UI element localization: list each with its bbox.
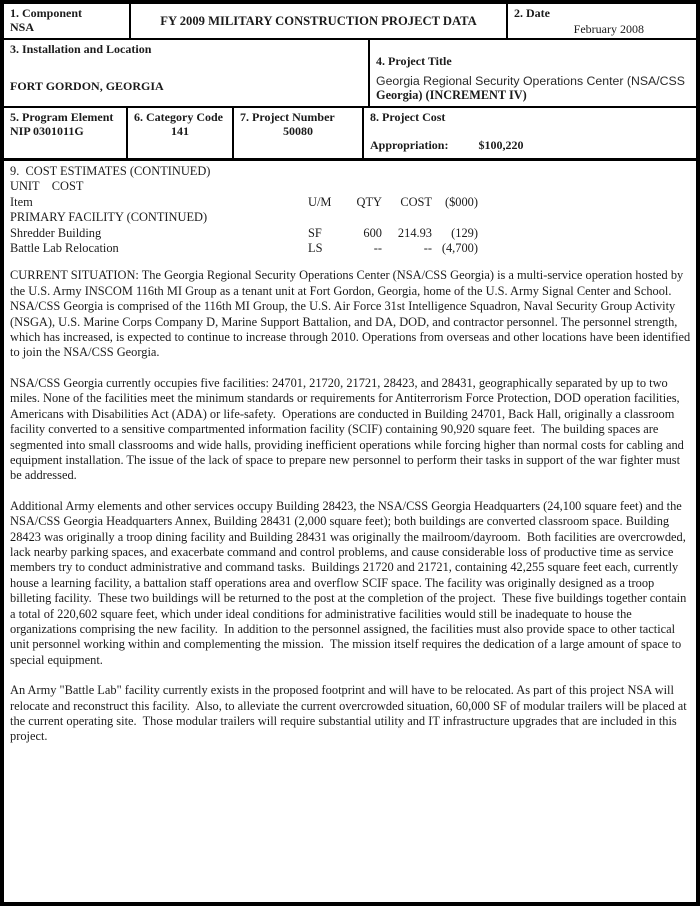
component-box bbox=[4, 4, 131, 38]
project-title-box bbox=[370, 40, 694, 106]
row-cost: -- bbox=[423, 241, 432, 256]
form-title: FY 2009 MILITARY CONSTRUCTION PROJECT DATA bbox=[160, 13, 477, 28]
program-element-label: 5. Program Element bbox=[10, 110, 114, 124]
row-qty: 600 bbox=[363, 225, 382, 240]
cost-estimates-section-title: 9. COST ESTIMATES (CONTINUED) bbox=[10, 164, 211, 178]
form-header-row-2 bbox=[4, 40, 696, 108]
cost-estimates-section bbox=[4, 161, 696, 256]
row-item: Shredder Building bbox=[10, 225, 102, 240]
category-code-label: 6. Category Code bbox=[134, 110, 223, 124]
column-header-um: U/M bbox=[308, 194, 332, 209]
cost-table-row-battle-lab-relocation bbox=[10, 241, 478, 256]
project-cost-box bbox=[364, 108, 690, 158]
row-cost: 214.93 bbox=[397, 225, 432, 240]
project-title-value bbox=[376, 74, 688, 104]
column-header-thousands: ($000) bbox=[444, 194, 478, 209]
form-title-box bbox=[131, 4, 508, 38]
paragraph-additional-elements: Additional Army elements and other services occupy Building 28423, the NSA/CSS Georgia Headquarters (24,100 square feet) and the NSA/CSS Georgia Headquarters Annex, Building 28431 (2,000 square feet); both buildings are converted classroom space. Building 28423 was originally a troop dining facility and Building 28431 was originally the mailroom/dayroom. Both facilities are overcrowded, lack nearby parking spaces, and exacerbate command and control problems, and cause considerable loss of productive time as service members try to conduct administrative and command tasks. Buildings 21720 and 21721, containing 42,255 square feet each, currently house a learning facility, a battalion staff operations area and overflow SCIF space. The facility was originally designed as a troop billeting facility. These two buildings will be returned to the post at the completion of the project. These five buildings together contain a total of 220,602 square feet, which under ideal conditions for administrative facilities would still be inadequate to house the organizations comprising the new facility. In addition to the personnel assigned, the facilities must also provide space to other tactical unit personnel working within and complementing the mission. The mission itself requires the dedication of a large amount of space to special equipment. bbox=[10, 498, 690, 667]
row-thousands: (4,700) bbox=[441, 241, 478, 256]
primary-facility-group-heading: PRIMARY FACILITY (CONTINUED) bbox=[10, 210, 208, 225]
cost-table-row-shredder-building bbox=[10, 226, 478, 241]
column-header-qty: QTY bbox=[356, 194, 382, 209]
appropriation-value: $100,220 bbox=[478, 138, 524, 152]
row-qty: -- bbox=[373, 241, 382, 256]
installation-value: FORT GORDON, GEORGIA bbox=[10, 79, 164, 93]
project-title-line1: Georgia Regional Security Operations Center (NSA/CSS bbox=[376, 73, 685, 88]
unit-cost-line: UNIT COST bbox=[10, 179, 84, 194]
appropriation-label: Appropriation: bbox=[370, 138, 449, 152]
form-header-row-1 bbox=[4, 4, 696, 40]
project-title-label: 4. Project Title bbox=[376, 54, 452, 68]
project-number-value: 50080 bbox=[283, 124, 313, 138]
program-element-value: NIP 0301011G bbox=[10, 124, 84, 138]
column-header-item: Item bbox=[10, 194, 33, 209]
project-cost-label: 8. Project Cost bbox=[370, 110, 446, 124]
category-code-value: 141 bbox=[171, 124, 189, 138]
component-label: 1. Component bbox=[10, 6, 83, 20]
cost-table-header-row bbox=[10, 195, 478, 210]
component-value: NSA bbox=[10, 20, 35, 34]
column-header-cost: COST bbox=[400, 194, 432, 209]
date-box bbox=[508, 4, 692, 38]
paragraph-battle-lab: An Army "Battle Lab" facility currently exists in the proposed footprint and will have to be relocated. As part of this project NSA will relocate and reconstruct this facility. Also, to alleviate the current overcrowded situation, 60,000 SF of modular trailers will be placed at the current operating site. Those modular trailers will require substantial utility and IT infrastructure upgrades that are included in this project. bbox=[10, 683, 690, 744]
paragraph-current-facilities: NSA/CSS Georgia currently occupies five facilities: 24701, 21720, 21721, 28423, and 28431, geographically separated by up to two miles. None of the facilities meet the minimum standards or requirements for Antiterrorism Force Protection, DOD operation facilities, Americans with Disabilities Act (ADA) or life-safety. Operations are conducted in Building 24701, Back Hall, originally a classroom facility converted to a sensitive compartmented information facility (SCIF) containing 90,920 square feet. The building spaces are segmented into small classrooms and wide halls, providing inefficient operations while forcing higher than normal costs for cabling and equipment installation. The issue of the lack of space to prepare new personnel to perform their tasks in support of the war fighter must be addressed. bbox=[10, 375, 687, 483]
form-header-row-3 bbox=[4, 108, 696, 161]
appropriation-line bbox=[370, 136, 684, 156]
installation-label: 3. Installation and Location bbox=[10, 42, 152, 56]
project-title-line2: Georgia) (INCREMENT IV) bbox=[376, 88, 527, 103]
project-number-box bbox=[234, 108, 364, 158]
category-code-box bbox=[128, 108, 234, 158]
row-item: Battle Lab Relocation bbox=[10, 241, 119, 256]
project-number-label: 7. Project Number bbox=[240, 110, 335, 124]
date-value: February 2008 bbox=[573, 22, 644, 36]
paragraph-current-situation: CURRENT SITUATION: The Georgia Regional Security Operations Center (NSA/CSS Georgia) is a multi-service operation hosted by the U.S. Army INSCOM 116th MI Group as a tenant unit at Fort Gordon, Georgia, home of the U.S. Army Signal Center and School. NSA/CSS Georgia is comprised of the 116th MI Group, the U.S. Air Force 31st Intelligence Squadron, Naval Security Group Activity (NSGA), U.S. Marine Corps Company D, Marine Support Battalion, and DA, DOD, and contractor personnel. The personnel strength, which has increased, is expected to continue to increase through 2010. Operations from overseas and other locations have been identified to join the NSA/CSS Georgia. bbox=[10, 268, 694, 360]
row-um: SF bbox=[308, 225, 322, 240]
row-thousands: (129) bbox=[451, 225, 478, 240]
installation-box bbox=[4, 40, 370, 106]
program-element-box bbox=[4, 108, 128, 158]
row-um: LS bbox=[308, 241, 323, 256]
narrative-section bbox=[4, 256, 696, 744]
date-label: 2. Date bbox=[514, 6, 550, 20]
